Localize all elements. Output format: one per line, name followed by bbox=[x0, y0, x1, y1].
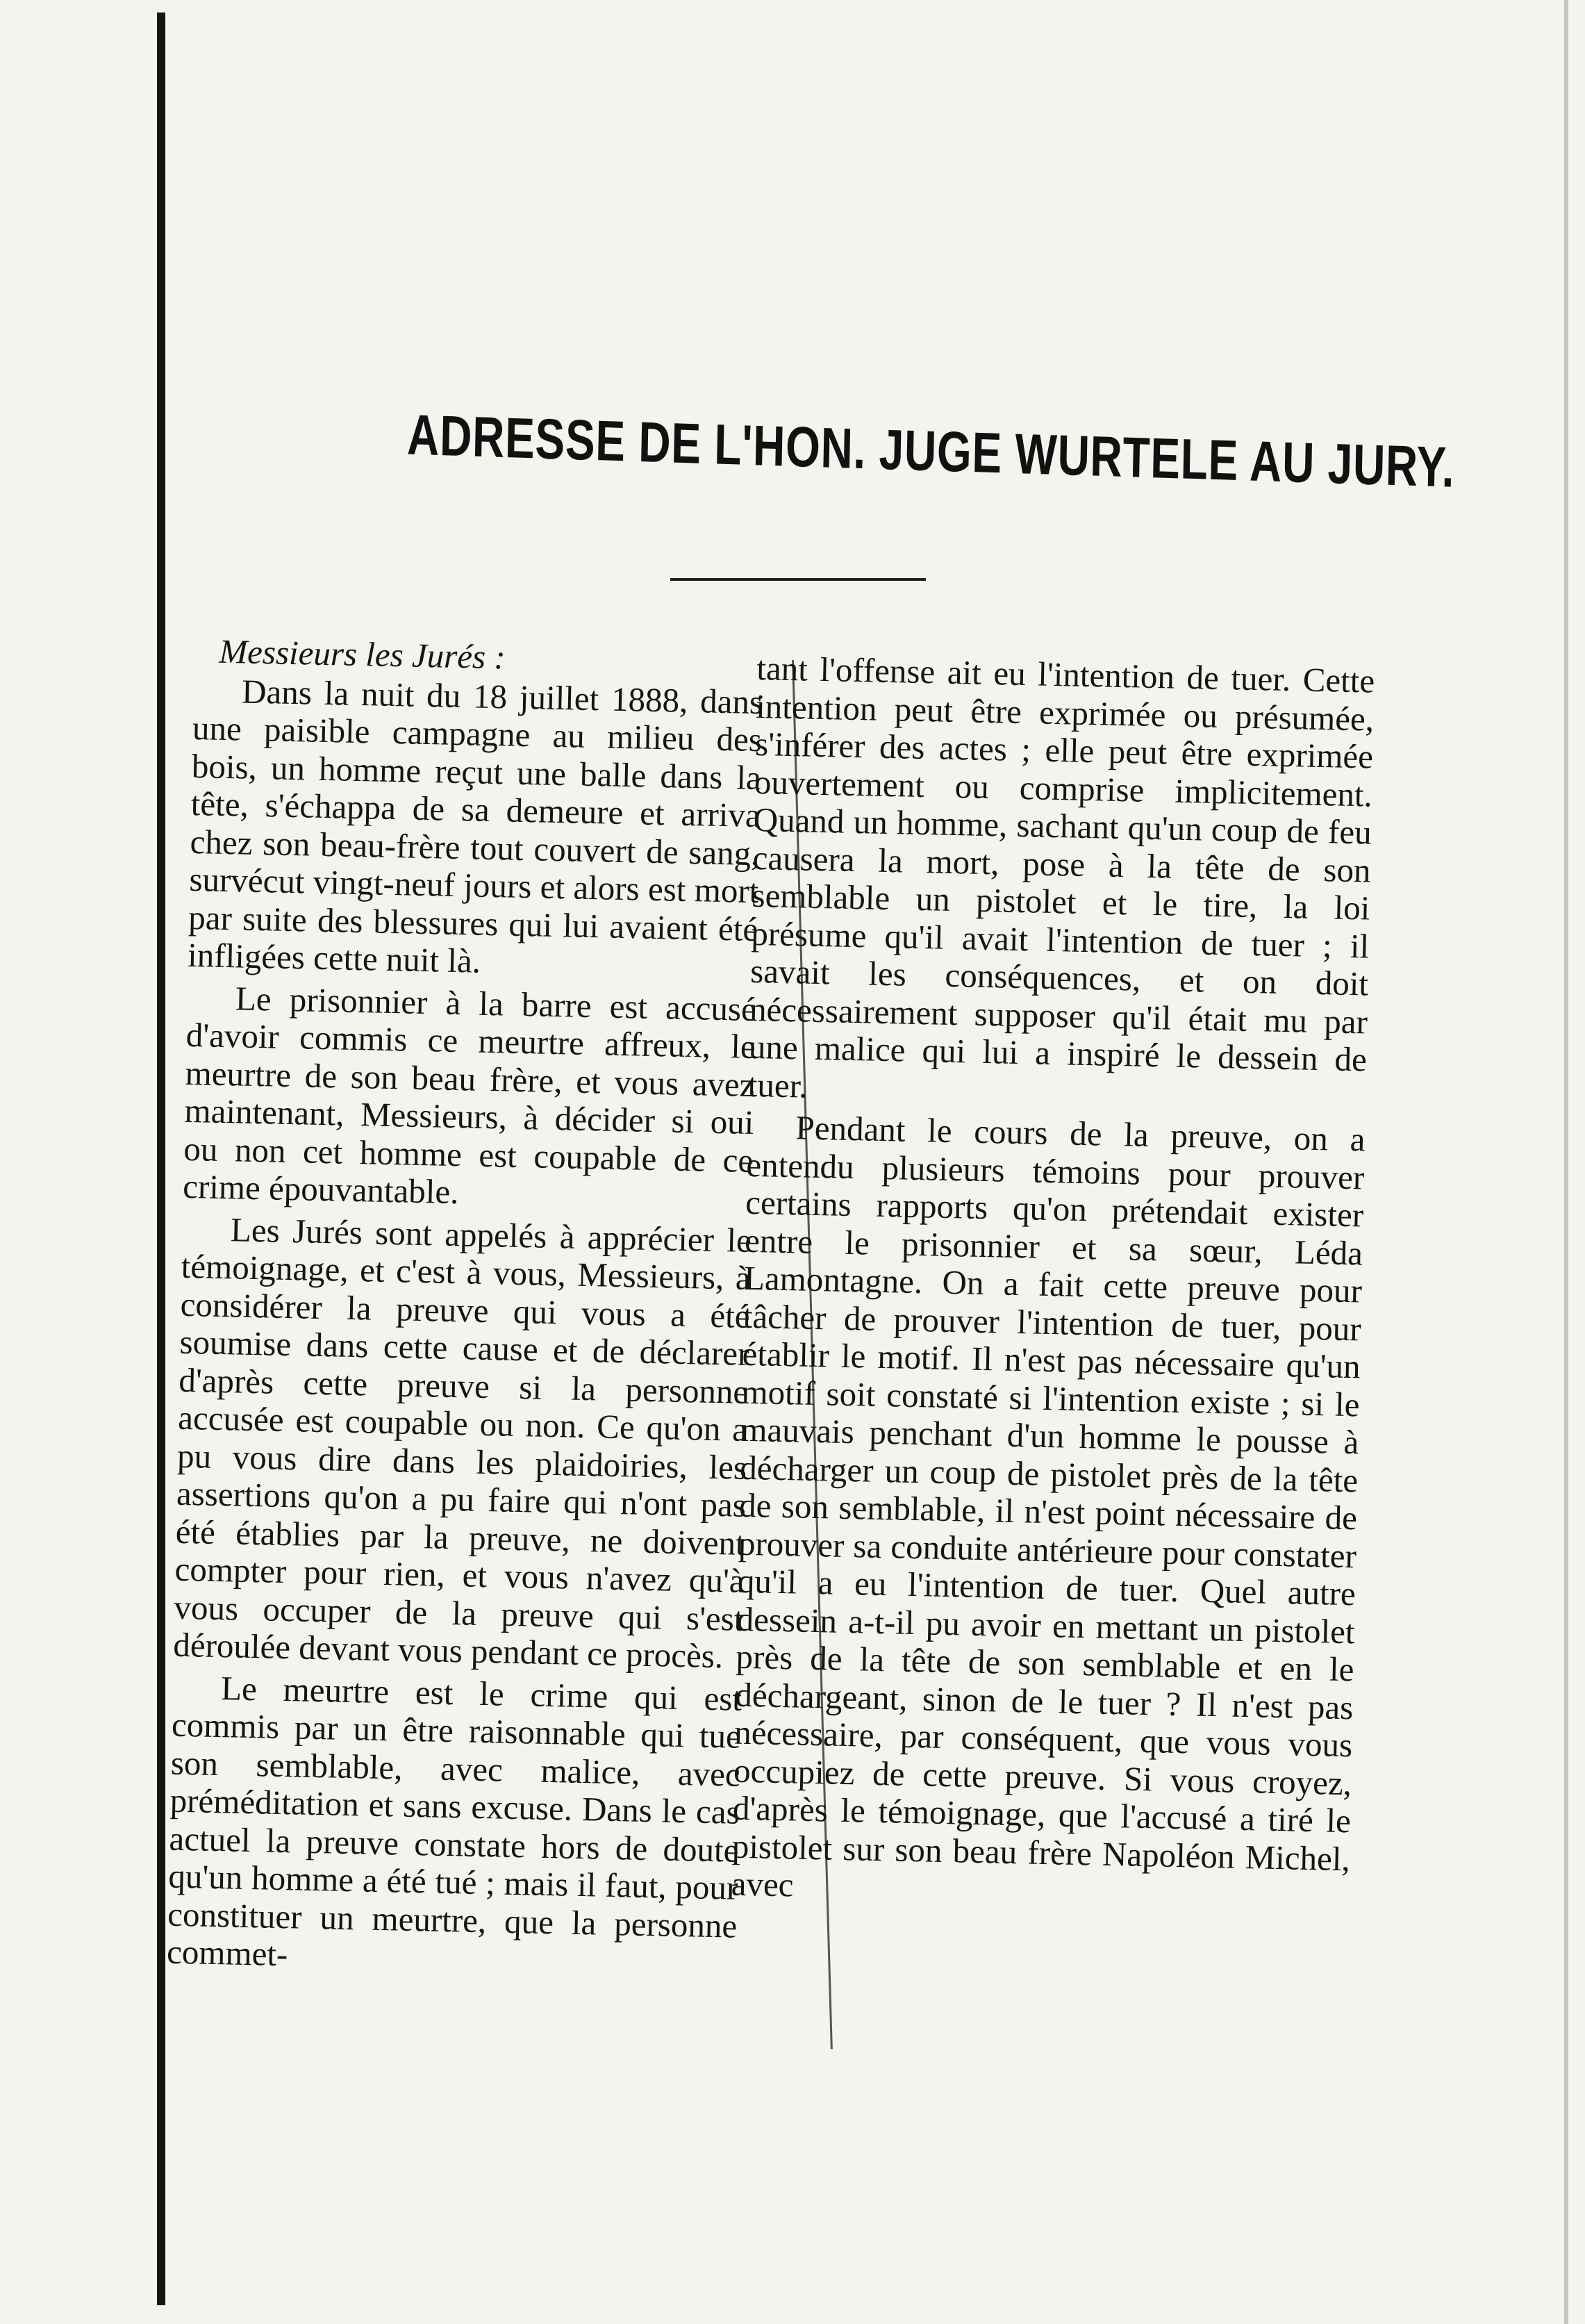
paragraph: Dans la nuit du 18 juillet 1888, dans une paisible campagne au milieu des bois, un homme reçut une balle dans la tête, s'échappa de sa demeure et arriva chez son beau-frère tout couvert de sang, survécut vingt-neuf jours et alors est mort par suite des blessures qui lui avaient été infligées cette nuit là. bbox=[187, 671, 763, 980]
paragraph: tant l'offense ait eu l'intention de tuer. Cette intention peut être exprimée ou présumée, s'inférer des actes ; elle peut être exprimée ouvertement ou comprise implicitement. Quand un homme, sachant qu'un coup de feu causera la mort, pose à la tête de son semblable un pistolet et le tire, la loi présume qu'il avait l'intention de tuer ; il savait les conséquences, et on doit nécessairement supposer qu'il était mu par une malice qui lui a inspiré le dessein de tuer. bbox=[747, 649, 1375, 1105]
paragraph: Les Jurés sont appelés à apprécier le témoignage, et c'est à vous, Messieurs, à considérer la preuve qui vous a été soumise dans cette cause et de déclarer d'après cette preuve si la personne accusée est coupable ou non. Ce qu'on a pu vous dire dans les plaidoiries, les assertions qu'on a pu faire qui n'ont pas été établies par la preuve, ne doivent compter pour rien, et vous n'avez qu'à vous occuper de la preuve qui s'est déroulée devant vous pendant ce procès. bbox=[172, 1210, 752, 1676]
margin-rule bbox=[157, 13, 165, 2305]
left-column bbox=[167, 632, 764, 1983]
paragraph: Le meurtre est le crime qui est commis par un être raisonnable qui tue son semblable, avec malice, avec préméditation et sans excuse. Dans le cas actuel la preuve constate hors de doute qu'un homme a été tué ; mais il faut, pour constituer un meurtre, que la personne commet- bbox=[166, 1668, 742, 1974]
page-edge bbox=[1564, 0, 1568, 2324]
paragraph: Le prisonnier à la barre est accusé d'avoir commis ce meurtre affreux, le meurtre de son beau frère, et vous avez maintenant, Messieurs, à décider si oui ou non cet homme est coupable de ce crime épouvantable. bbox=[182, 978, 757, 1212]
right-column bbox=[731, 650, 1375, 1916]
paragraph: Pendant le cours de la preuve, on a entendu plusieurs témoins pour prouver certains rapports qu'on prétendait exister entre le prisonnier et sa sœur, Léda Lamontagne. On a fait cette preuve pour tâcher de prouver l'intention de tuer, pour établir le motif. Il n'est pas nécessaire qu'un motif soit constaté si l'intention existe ; si le mauvais penchant d'un homme le pousse à décharger un coup de pistolet près de la tête de son semblable, il n'est point nécessaire de prouver sa conduite antérieure pour constater qu'il a eu l'intention de tuer. Quel autre dessein a-t-il pu avoir en mettant un pistolet près de la tête de son semblable et en le déchargeant, sinon de le tuer ? Il n'est pas nécessaire, par conséquent, que vous vous occupiez de cette preuve. Si vous croyez, d'après le témoignage, que l'accusé a tiré le pistolet sur son beau frère Napoléon Michel, avec bbox=[731, 1108, 1366, 1904]
salutation: Messieurs les Jurés : bbox=[218, 632, 506, 677]
title-divider bbox=[670, 578, 926, 581]
page-title: ADRESSE DE L'HON. JUGE WURTELE AU JURY. bbox=[406, 403, 1456, 500]
